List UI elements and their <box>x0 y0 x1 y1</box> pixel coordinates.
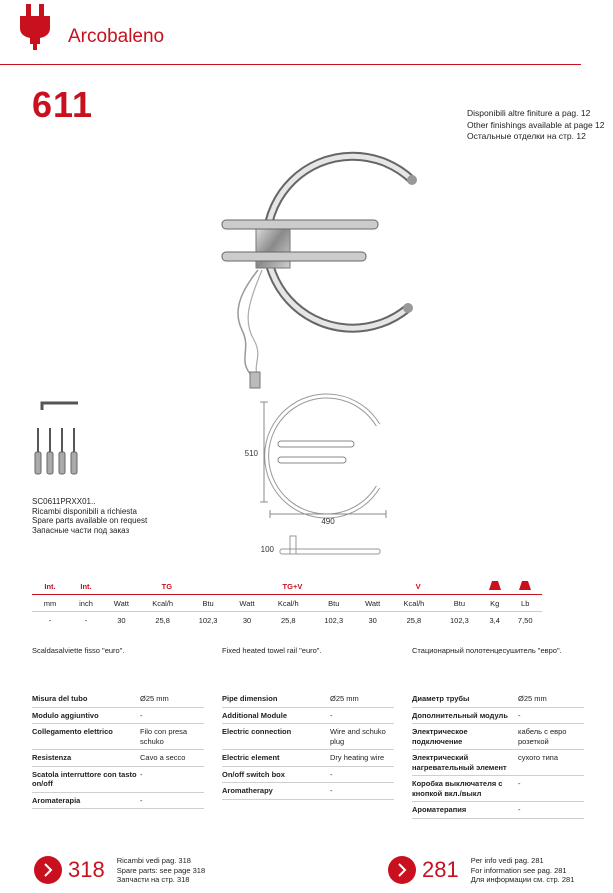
feature-row <box>32 707 204 724</box>
spec-value: 25,8 <box>280 615 296 625</box>
info-page-text <box>471 856 575 885</box>
feature-value: Ø25 mm <box>518 691 584 707</box>
feature-row <box>222 766 394 783</box>
feature-row <box>412 707 584 724</box>
spec-value: - <box>48 615 52 625</box>
feature-value: Ø25 mm <box>140 691 204 707</box>
feature-value: - <box>330 783 394 800</box>
spec-value-row <box>32 612 542 629</box>
spec-value: 102,3 <box>198 615 218 625</box>
spec-unit: Kcal/h <box>390 595 438 612</box>
feature-key: Дополнительный модуль <box>412 707 518 724</box>
spec-value: 30 <box>242 615 252 625</box>
info-reference[interactable] <box>388 856 574 885</box>
feature-row <box>32 766 204 792</box>
spec-value: 7,50 <box>517 615 533 625</box>
spec-group-int-mm: Int. <box>32 578 68 595</box>
spec-group-tg: TG <box>104 578 230 595</box>
finishes-ru: Остальные отделки на стр. 12 <box>467 131 586 141</box>
feature-row <box>222 750 394 767</box>
spec-unit: Kcal/h <box>139 595 187 612</box>
feature-key: Additional Module <box>222 707 330 724</box>
finishes-en: Other finishings available at page 12 <box>467 119 605 130</box>
feature-value: сухого типа <box>518 750 584 776</box>
info-page-number: 281 <box>422 857 459 883</box>
feature-row <box>32 750 204 767</box>
feature-row <box>222 783 394 800</box>
spare-page-text <box>117 856 205 885</box>
feature-key: Misura del tubo <box>32 691 140 707</box>
feature-value: - <box>330 707 394 724</box>
model-number: 611 <box>32 84 94 125</box>
feature-value: Cavo a secco <box>140 750 204 767</box>
feature-value: - <box>140 792 204 809</box>
spec-unit: Btu <box>438 595 481 612</box>
spare-code: SC0611PRXX01.. <box>32 497 96 506</box>
feature-value: Filo con presa schuko <box>140 724 204 750</box>
description-ru: Стационарный полотенцесушитель "евро". <box>412 646 562 655</box>
spec-table <box>32 578 542 628</box>
feature-row <box>412 691 584 707</box>
feature-row <box>32 792 204 809</box>
spec-unit: Kg <box>481 595 509 612</box>
weight-icon <box>489 581 501 590</box>
feature-row <box>32 691 204 707</box>
feature-value: - <box>518 776 584 802</box>
spec-value: 25,8 <box>406 615 422 625</box>
spare-parts-note <box>32 497 147 535</box>
feature-row <box>222 691 394 707</box>
spec-unit: Kcal/h <box>264 595 312 612</box>
info-ref-en: For information see pag. 281 <box>470 865 567 875</box>
feature-value: Dry heating wire <box>330 750 394 767</box>
features-ru <box>412 691 584 819</box>
spec-group-int-inch: Int. <box>68 578 104 595</box>
feature-value: Ø25 mm <box>330 691 394 707</box>
spec-value: 3,4 <box>489 615 500 625</box>
feature-value: - <box>140 707 204 724</box>
spec-unit-row <box>32 595 542 612</box>
feature-key: Resistenza <box>32 750 140 767</box>
feature-key: On/off switch box <box>222 766 330 783</box>
spare-ref-ru: Запчасти на стр. 318 <box>116 875 190 884</box>
spare-en: Spare parts available on request <box>32 516 148 525</box>
feature-value: Wire and schuko plug <box>330 724 394 750</box>
plug-icon <box>18 4 52 50</box>
feature-key: Modulo aggiuntivo <box>32 707 140 724</box>
header-rule <box>0 64 581 65</box>
spare-ru: Запасные части под заказ <box>32 525 130 535</box>
feature-key: Электрическое подключение <box>412 724 518 750</box>
spec-unit: mm <box>32 595 68 612</box>
spec-group-row <box>32 578 542 595</box>
spare-parts-reference[interactable] <box>34 856 205 885</box>
feature-key: Ароматерапия <box>412 802 518 819</box>
finishes-it: Disponibili altre finiture a pag. 12 <box>467 108 591 118</box>
description-en: Fixed heated towel rail "euro". <box>222 646 322 655</box>
spec-value: - <box>84 615 88 625</box>
feature-value: - <box>330 766 394 783</box>
info-ref-ru: Для информации см. стр. 281 <box>470 875 575 884</box>
spec-value: 102,3 <box>324 615 344 625</box>
feature-value: - <box>518 707 584 724</box>
description-it: Scaldasalviette fisso "euro". <box>32 646 125 655</box>
feature-key: Диаметр трубы <box>412 691 518 707</box>
feature-key: Коробка выключателя с кнопкой вкл./выкл <box>412 776 518 802</box>
spec-unit: Lb <box>508 595 542 612</box>
feature-row <box>412 776 584 802</box>
feature-row <box>412 802 584 819</box>
spec-group-tgv: TG+V <box>230 578 356 595</box>
spare-ref-en: Spare parts: see page 318 <box>116 865 206 875</box>
feature-row <box>222 707 394 724</box>
spec-unit: Btu <box>187 595 230 612</box>
spec-value: 102,3 <box>449 615 469 625</box>
feature-row <box>32 724 204 750</box>
brand-title: Arcobaleno <box>68 26 165 47</box>
info-ref-it: Per info vedi pag. 281 <box>470 856 544 865</box>
spec-unit: Btu <box>312 595 355 612</box>
dim-height: 510 <box>244 449 258 458</box>
feature-key: Electric element <box>222 750 330 767</box>
feature-key: Collegamento elettrico <box>32 724 140 750</box>
feature-row <box>412 750 584 776</box>
spare-ref-it: Ricambi vedi pag. 318 <box>116 856 191 865</box>
spec-unit: Watt <box>104 595 139 612</box>
feature-key: Pipe dimension <box>222 691 330 707</box>
spec-unit: Watt <box>355 595 390 612</box>
spare-page-number: 318 <box>68 857 105 883</box>
feature-value: - <box>518 802 584 819</box>
arrow-right-icon <box>388 856 416 884</box>
spec-value: 30 <box>117 615 126 625</box>
spare-it: Ricambi disponibili a richiesta <box>32 506 137 516</box>
feature-key: Scatola interruttore con tasto on/off <box>32 766 140 792</box>
spec-group-kg <box>481 578 509 595</box>
product-photo <box>212 140 424 396</box>
feature-key: Электрический нагревательный элемент <box>412 750 518 776</box>
dim-width: 490 <box>321 517 335 526</box>
feature-value: кабель с евро розеткой <box>518 724 584 750</box>
spec-unit: Watt <box>230 595 265 612</box>
features-en <box>222 691 394 800</box>
spare-parts-image <box>28 398 112 490</box>
weight-icon <box>519 581 531 590</box>
technical-drawing <box>244 398 400 558</box>
feature-row <box>412 724 584 750</box>
feature-key: Aromaterapia <box>32 792 140 809</box>
dim-depth: 100 <box>260 545 274 554</box>
spec-group-lb <box>508 578 542 595</box>
spec-unit: inch <box>68 595 104 612</box>
feature-row <box>222 724 394 750</box>
spec-group-v: V <box>355 578 481 595</box>
finishes-note <box>467 108 605 143</box>
arrow-right-icon <box>34 856 62 884</box>
feature-value: - <box>140 766 204 792</box>
feature-key: Aromatherapy <box>222 783 330 800</box>
spec-value: 30 <box>368 615 377 625</box>
features-it <box>32 691 204 809</box>
spec-value: 25,8 <box>155 615 170 625</box>
feature-key: Electric connection <box>222 724 330 750</box>
